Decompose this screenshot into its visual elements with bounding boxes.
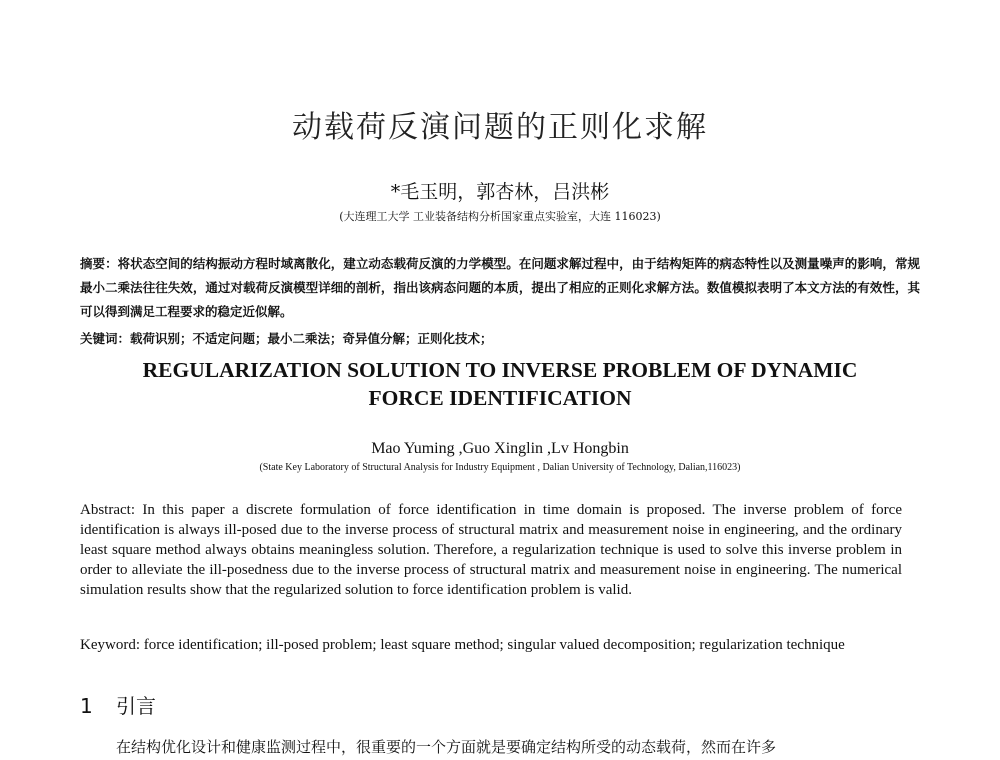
keywords-cn bbox=[80, 329, 920, 347]
abstract-cn-label: 摘要： bbox=[80, 256, 118, 271]
authors-en: Mao Yuming ,Guo Xinglin ,Lv Hongbin bbox=[371, 440, 629, 457]
paper-title-cn: 动载荷反演问题的正则化求解 bbox=[292, 110, 708, 145]
paper-title-en bbox=[60, 356, 940, 412]
paper-title-en-line2: FORCE IDENTIFICATION bbox=[368, 386, 632, 410]
section-heading bbox=[80, 690, 156, 719]
abstract-en: Abstract: In this paper a discrete formulation of force identification in time domain is proposed. The inverse problem of force identification is always ill-posed due to the inverse process of structural matrix and measurement noise in engineering, and the ordinary least square method always obtains meaningless solution. Therefore, a regularization technique is used to solve this inverse problem in order to alleviate the ill-posedness due to the inverse process of structural matrix and measurement noise in engineering. The numerical simulation results show that the regularized solution to force identification problem is valid. bbox=[80, 502, 902, 598]
section-title: 引言 bbox=[116, 694, 156, 718]
abstract-cn-text: 将状态空间的结构振动方程时域离散化，建立动态载荷反演的力学模型。在问题求解过程中，由于结构矩阵的病态特性以及测量噪声的影响，常规最小二乘法往往失效，通过对载荷反演模型详细的剖析，指出该病态问题的本质，提出了相应的正则化求解方法。数值模拟表明了本文方法的有效性，其可以得到满足工程要求的稳定近似解。 bbox=[80, 256, 920, 319]
paper-title-en-line1: REGULARIZATION SOLUTION TO INVERSE PROBLEM OF DYNAMIC bbox=[142, 358, 858, 382]
affiliation-cn: (大连理工大学 工业装备结构分析国家重点实验室，大连 116023) bbox=[339, 210, 661, 223]
authors-cn: *毛玉明，郭杏林，吕洪彬 bbox=[390, 181, 610, 203]
section-number: 1 bbox=[80, 694, 93, 718]
keywords-cn-text: 载荷识别；不适定问题；最小二乘法；奇异值分解；正则化技术； bbox=[130, 331, 493, 346]
keywords-cn-label: 关键词： bbox=[80, 331, 131, 346]
abstract-cn bbox=[80, 252, 920, 324]
keywords-en: Keyword: force identification; ill-posed problem; least square method; singular valued decomposition; regularization technique bbox=[80, 637, 845, 653]
body-paragraph: 在结构优化设计和健康监测过程中，很重要的一个方面就是要确定结构所受的动态载荷，然而在许多 bbox=[116, 738, 777, 756]
affiliation-en: (State Key Laboratory of Structural Analysis for Industry Equipment , Dalian University of Technology, Dalian,116023) bbox=[259, 462, 741, 473]
